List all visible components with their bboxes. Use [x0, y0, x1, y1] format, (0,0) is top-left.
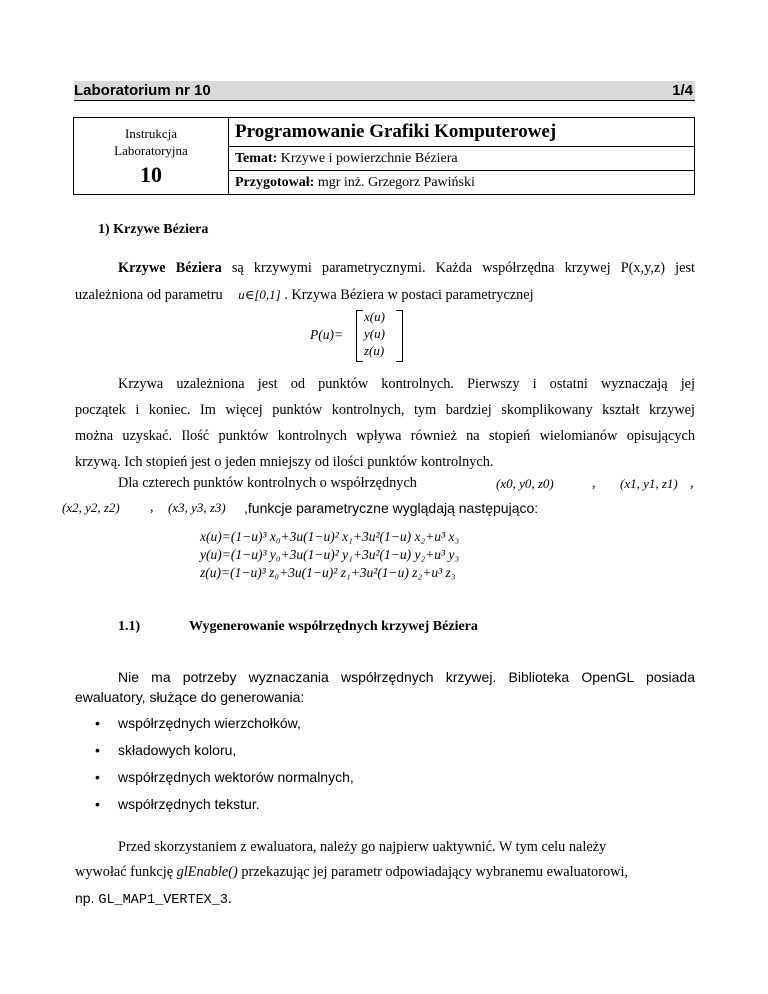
equation-y: y(u)=(1−u)³ y₀+3u(1−u)² y₁+3u²(1−u) y₂+u³ y₃ [200, 547, 460, 562]
page-number: 1/4 [672, 82, 693, 99]
activation-line2-b: przekazując jej parametr odpowiadający wybranemu ewaluatorowi, [237, 864, 628, 880]
functions-intro: ,funkcje parametryczne wyglądają następująco: [244, 500, 539, 516]
matrix-right-bracket [396, 310, 403, 362]
evaluator-constant: GL_MAP1_VERTEX_3 [98, 893, 228, 908]
intro-line1 [75, 260, 695, 277]
evaluators-line1 [75, 669, 695, 685]
matrix-row-y: y(u) [364, 326, 385, 341]
control-points-line4: krzywą. Ich stopień jest o jeden mniejszy od ilości punktów kontrolnych. [75, 454, 494, 470]
matrix-lhs: P(u)= [310, 327, 344, 342]
activation-line3-a: np. [75, 890, 99, 906]
intro-line2-a: uzależniona od parametru [75, 287, 223, 303]
evaluators-line1-text: Nie ma potrzeby wyznaczania współrzędnych krzywej. Biblioteka OpenGL posiada [118, 669, 695, 685]
equation-x: x(u)=(1−u)³ x₀+3u(1−u)² x₁+3u²(1−u) x₂+u³ x₃ [200, 529, 460, 544]
subsection-number: 1.1) [118, 619, 141, 634]
comma-1: , [592, 475, 596, 491]
bullet-item: współrzędnych wektorów normalnych, [118, 769, 354, 785]
comma-2: , [690, 475, 694, 491]
control-points-line1-text: Krzywa uzależniona jest od punktów kontrolnych. Pierwszy i ostatni wyznaczają jej [118, 376, 695, 392]
point-1: (x1, y1, z1) [620, 476, 678, 491]
topic-row [229, 147, 695, 171]
page-header [74, 81, 695, 101]
matrix-left-bracket [356, 310, 363, 362]
activation-line1: Przed skorzystaniem z ewaluatora, należy go najpierw uaktywnić. W tym celu należy [118, 839, 607, 855]
four-points-line1: Dla czterech punktów kontrolnych o współrzędnych [118, 475, 417, 491]
activation-line3 [75, 890, 232, 908]
intro-line2-b: . Krzywa Béziera w postaci parametrycznej [284, 287, 534, 303]
matrix-row-z: z(u) [364, 343, 385, 358]
instr-line2: Laboratoryjna [114, 143, 188, 158]
course-title: Programowanie Grafiki Komputerowej [229, 118, 695, 147]
evaluators-line2: ewaluatory, służące do generowania: [75, 689, 305, 705]
point-3: (x3, y3, z3) [168, 500, 226, 515]
matrix-row-x: x(u) [364, 309, 385, 324]
bullet-item: składowych koloru, [118, 742, 237, 758]
point-0: (x0, y0, z0) [496, 476, 554, 491]
activation-line2 [75, 864, 628, 881]
author-row [229, 171, 695, 195]
bullet-icon: • [95, 715, 100, 731]
intro-line1-text: są krzywymi parametrycznymi. Każda współrzędna krzywej P(x,y,z) jest [221, 260, 695, 276]
activation-line2-a: wywołać funkcję [75, 864, 177, 880]
activation-line3-b: . [227, 891, 232, 907]
topic-value: Krzywe i powierzchnie Béziera [280, 150, 458, 166]
instr-line1: Instrukcja [125, 126, 177, 141]
intro-line2 [75, 287, 534, 304]
control-points-line3: można uzyskać. Ilość punktów kontrolnych wpływa również na stopień wielomianów opisujących [75, 428, 695, 444]
equation-z: z(u)=(1−u)³ z₀+3u(1−u)² z₁+3u²(1−u) z₂+u³ z₃ [200, 565, 456, 580]
control-points-line2: początek i koniec. Im więcej punktów kontrolnych, tym bardziej skomplikowany kształt krzywej [75, 402, 695, 418]
section-heading: 1) Krzywe Béziera [98, 222, 209, 237]
intro-bold-term: Krzywe Béziera [118, 260, 222, 276]
param-range-math: u∈[0,1] [238, 287, 281, 302]
lab-label: Laboratorium nr 10 [74, 82, 211, 99]
bullet-item: współrzędnych wierzchołków, [118, 715, 301, 731]
lab-number: 10 [140, 162, 162, 187]
lab-id-cell [74, 118, 229, 195]
point-2: (x2, y2, z2) [62, 500, 120, 515]
subsection-title: Wygenerowanie współrzędnych krzywej Béziera [189, 619, 478, 634]
bullet-icon: • [95, 742, 100, 758]
author-label: Przygotował: [235, 174, 315, 190]
bullet-icon: • [95, 796, 100, 812]
control-points-line1 [75, 376, 695, 393]
function-name: glEnable() [176, 864, 238, 880]
comma-3: , [150, 499, 154, 515]
author-value: mgr inż. Grzegorz Pawiński [317, 174, 475, 190]
topic-label: Temat: [235, 150, 278, 166]
info-box [73, 117, 695, 195]
bullet-item: współrzędnych tekstur. [118, 796, 260, 812]
bullet-icon: • [95, 769, 100, 785]
